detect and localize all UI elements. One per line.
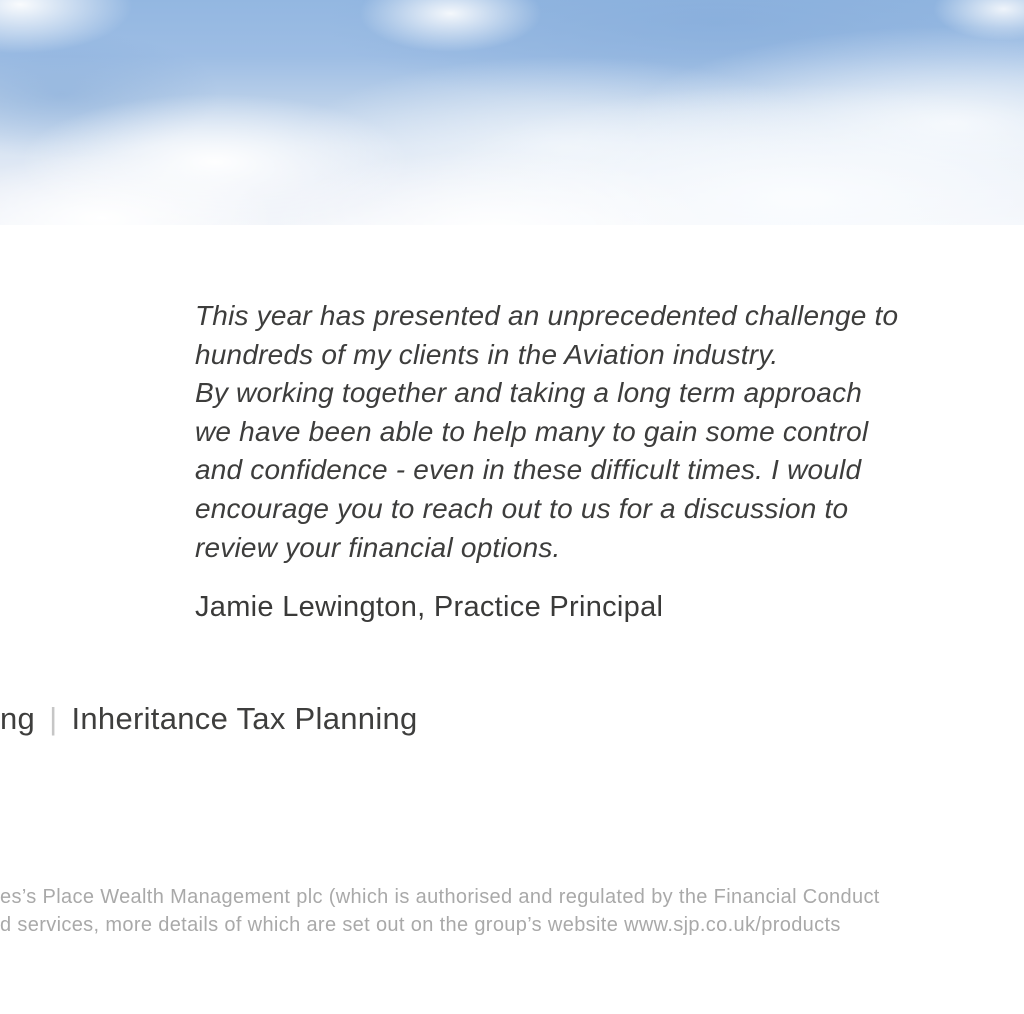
sky-clouds-photo [0,0,1024,225]
legal-line: es’s Place Wealth Management plc (which is authorised and regulated by the Financial Conduct [0,886,880,908]
testimonial-quote [195,297,925,567]
legal-line: d services, more details of which are set out on the group’s website www.sjp.co.uk/products [0,913,841,936]
services-separator: | [49,701,58,736]
service-item-cutoff: ng [0,701,36,736]
quote-line: encourage you to reach out to us for a discussion to [195,492,849,524]
legal-small-print [0,884,960,939]
quote-line: review your financial options. [195,531,561,563]
quote-line: hundreds of my clients in the Aviation industry. [195,338,779,370]
quote-line: and confidence - even in these difficult times. I would [195,454,862,486]
quote-line: By working together and taking a long term approach [195,377,863,409]
quote-line: we have been able to help many to gain some control [195,415,869,447]
quote-attribution: Jamie Lewington, Practice Principal [195,591,664,623]
services-strip [0,699,418,739]
service-item-inheritance-tax-planning: Inheritance Tax Planning [71,701,418,736]
quote-line: This year has presented an unprecedented challenge to [195,300,899,331]
